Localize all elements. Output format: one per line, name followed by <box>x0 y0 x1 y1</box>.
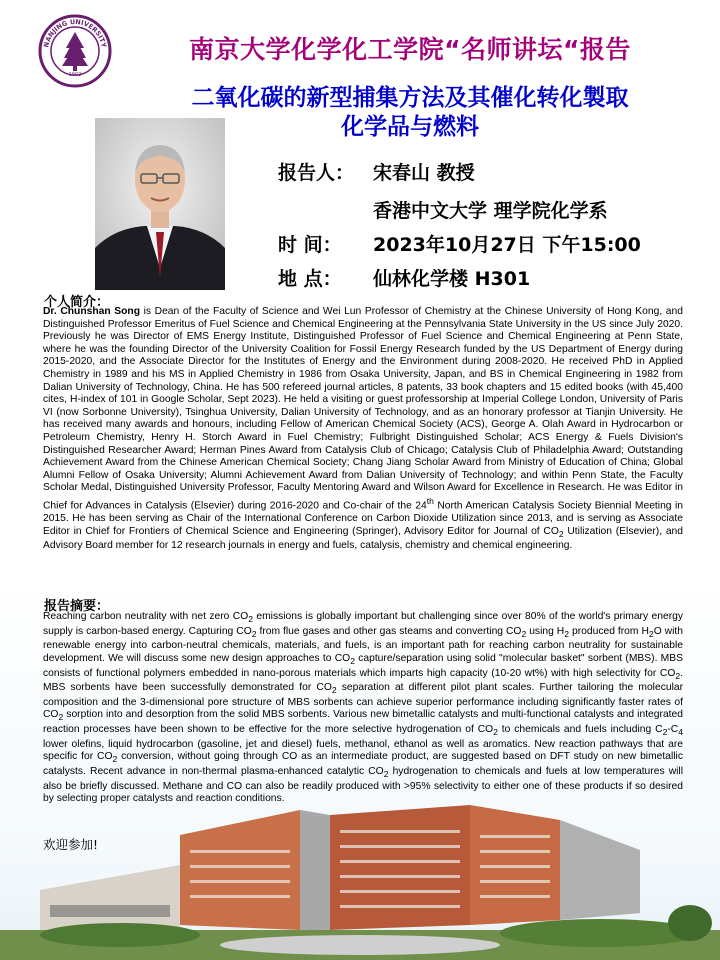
venue-line <box>278 264 530 291</box>
speaker-line <box>278 158 475 185</box>
welcome-text: 欢迎参加! <box>43 837 99 852</box>
venue-label: 地 点： <box>278 268 342 290</box>
campus-building-image <box>0 795 720 960</box>
speaker-name: 宋春山 教授 <box>373 162 475 184</box>
bio-text: Dr. Chunshan Song is Dean of the Faculty of Science and Wei Lun Professor of Chemistry at the Chinese University of Hong Kong, and Distinguished Professor Emeritus of Fuel Science and Chemical Engineering at the Pennsylvania State University in the US since July 2020. Previously he was Director of EMS Energy Institute, Distinguished Professor of Fuel Science and Chemical Engineering at Penn State, where he was the founding Director of the University Coalition for Fossil Energy Research funded by the US Department of Energy during 2015-2020, and the Associate Director for the Institutes of Energy and the Environment during 2008-2020. He received PhD in Applied Chemistry in 1989 and his MS in Applied Chemistry in 1986 from Osaka University, Japan, and BS in Chemical Engineering in 1982 from Dalian University of Technology, China. He has 500 refereed journal articles, 8 patents, 33 book chapters and 15 edited books (with 45,400 cites, H-index of 101 in Google Scholar, Sept 2023). He held a visiting or guest professorship at Imperial College London, University of Paris VI (now Sorbonne University), Tsinghua University, Dalian University of Technology, and as an honorary professor at Tianjin University. He has received many awards and honours, including Fellow of American Chemical Society (ACS), George A. Olah Award in Hydrocarbon or Petroleum Chemistry, Henry H. Storch Award in Fuel Chemistry; Fulbright Distinguished Scholar; ACS Energy & Fuels Division's Distinguished Researcher Award; Herman Pines Award from Catalysis Club of Chicago; Catalysis Club of Philadelphia Award; Outstanding Achievement Award from the Chinese American Chemical Society; Chang Jiang Scholar Award from Ministry of Education of China; Global Alumni Fellow of Osaka University; Alumni Achievement Award from Dalian University of Technology; and within Penn State, the Faculty Scholar Medal, Distinguished University Professor, Faculty Mentoring Award and Wilson Award for Excellence in Research. He was Editor in Chief for Advances in Catalysis (Elsevier) during 2016-2020 and Co-chair of the 24th North American Catalysis Society Biennial Meeting in 2015. He has been serving as Chair of the International Conference on Carbon Dioxide Utilization since 2013, and is serving as Associate Editor in Chief for Frontiers of Chemical Science and Engineering (Springer), Advisory Editor for Journal of $CO_2$ Utilization (Elsevier), and Advisory Board member for 12 research journals in energy and fuels, catalysis, chemistry and chemical engineering. <box>43 306 683 552</box>
speaker-photo <box>95 118 225 290</box>
svg-text:1902: 1902 <box>68 72 82 78</box>
talk-title: 二氧化碳的新型捕集方法及其催化转化製取 化学品与燃料 <box>191 85 629 140</box>
abstract-heading: 报告摘要： <box>44 599 110 614</box>
university-seal-logo <box>38 14 112 88</box>
time-line <box>278 230 641 257</box>
svg-text:NANJING UNIVERSITY: NANJING UNIVERSITY <box>42 17 108 49</box>
event-title: 南京大学化学化工学院“名师讲坛“报告 <box>189 35 631 64</box>
speaker-affiliation: 香港中文大学 理学院化学系 <box>373 200 608 222</box>
time-label: 时 间： <box>278 234 342 256</box>
speaker-label: 报告人： <box>278 162 355 184</box>
abstract-text: Reaching carbon neutrality with net zero $CO_2$ emissions is globally important but challenging since over 80% of the world's primary energy supply is carbon-based energy. Capturing $CO_2$ from flue gases and other gas steams and converting $CO_2$ using $H_2$ produced from $H_2O$ with renewable energy into carbon-neutral chemicals, materials, and fuels, is an important path for reaching carbon neutrality for sustainable development. We will discuss some new design approaches to $CO_2$ capture/separation using solid "molecular basket" sorbent (MBS). MBS consists of functional polymers embedded in nano-porous materials which imparts high capacity (10-20 wt%) with high selectivity for $CO_2$. MBS sorbents have been successfully demonstrated for $CO_2$ separation at different pilot plant scales. Further tailoring the molecular composition and the 3-dimensional pore structure of MBS sorbents can achieve superior performance including significantly faster rates of $CO_2$ sorption into and desorption from the solid MBS sorbents. Various new bimetallic catalysts and multi-functional catalysts and integrated reaction processes have been shown to be effective for the more selective hydrogenation of $CO_2$ to chemicals and fuels including $C_2-C_4$ lower olefins, liquid hydrocarbon (gasoline, jet and diesel) fuels, methanol, ethanol as well as aromatics. New reaction pathways that are specific for $CO_2$ conversion, without going through CO as an intermediate product, are suggested based on DFT study on new bimetallic catalysts. Recent advance in non-thermal plasma-enhanced catalytic $CO_2$ hydrogenation to chemicals and fuels at low temperatures will also be briefly discussed. Methane and CO can also be readily produced with >95% selectivity to either one of these products if so desired <box>43 611 684 792</box>
venue-value: 仙林化学楼 H301 <box>373 268 531 290</box>
bio-heading: 个人简介： <box>44 295 110 310</box>
time-value: 2023年10月27日 下午15:00 <box>373 234 641 256</box>
